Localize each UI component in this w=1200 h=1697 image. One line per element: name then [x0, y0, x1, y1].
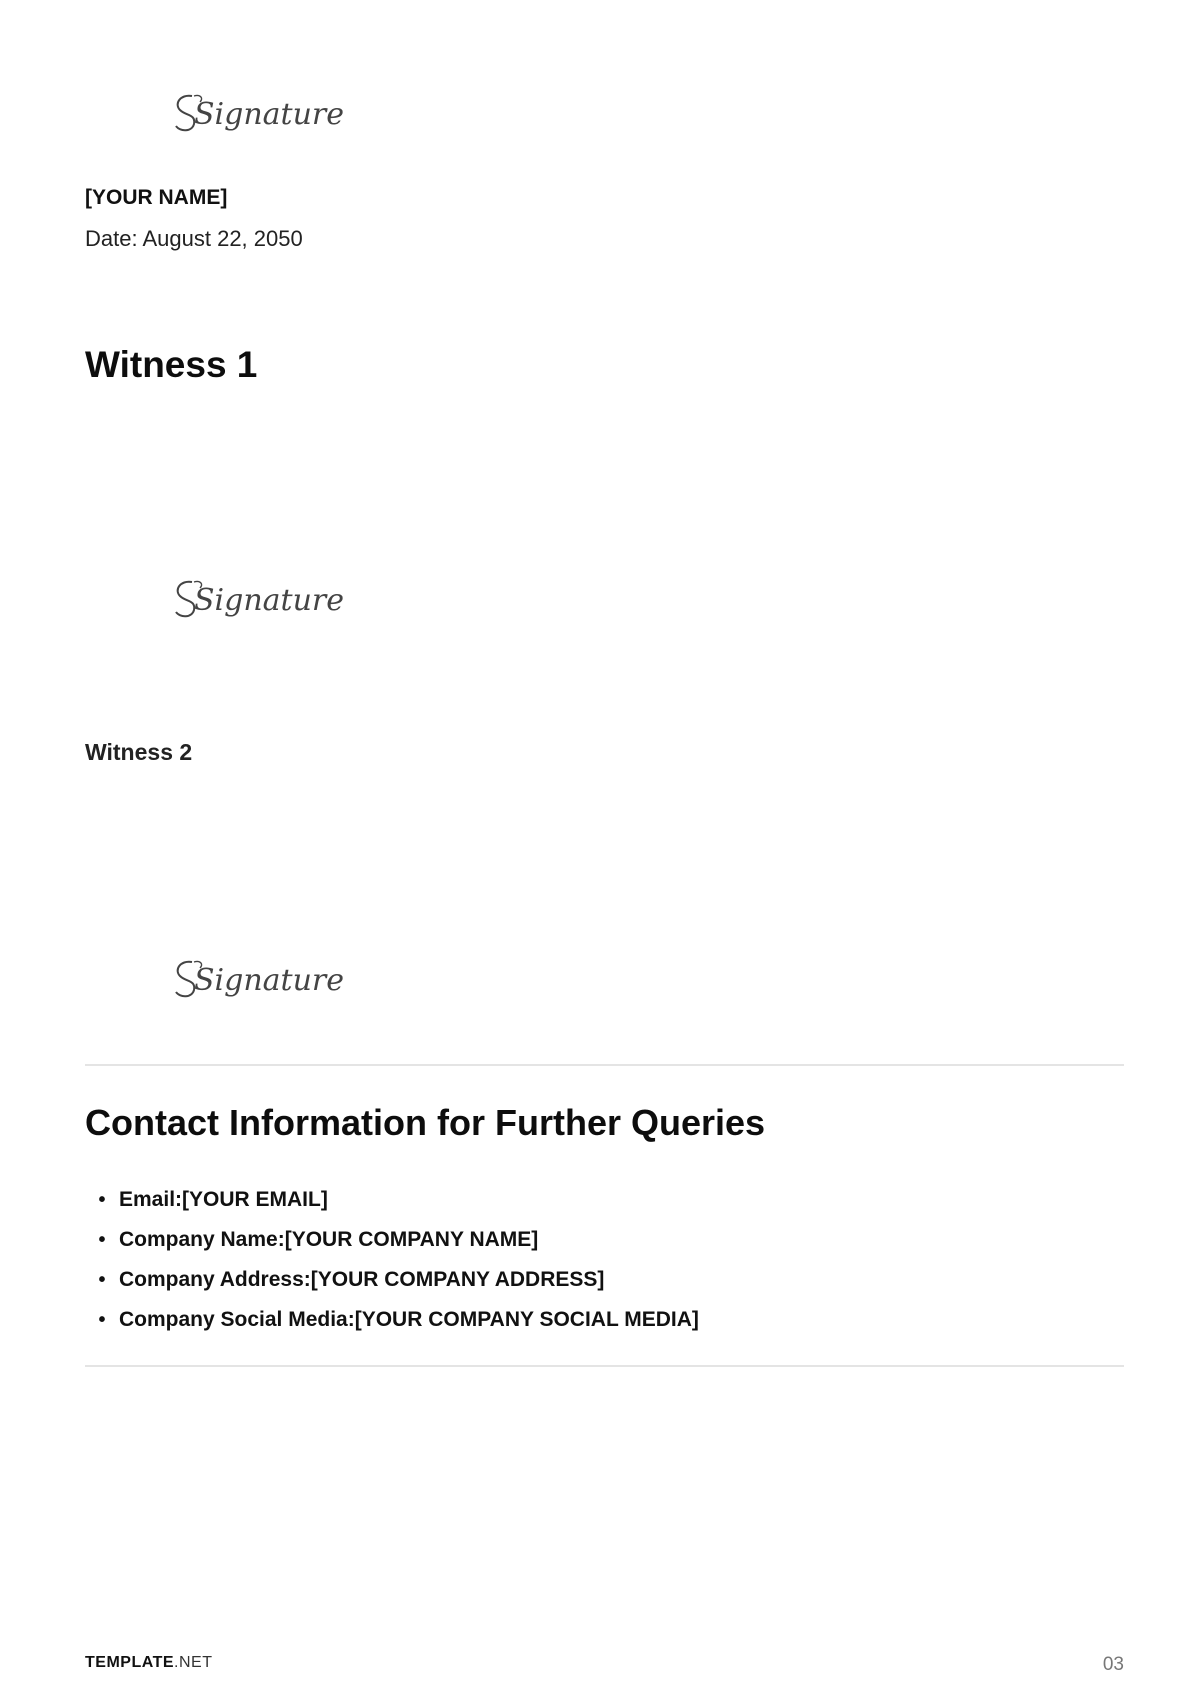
brand-suffix: .NET — [174, 1654, 213, 1671]
list-item — [85, 1260, 699, 1300]
witness-1-heading: Witness 1 — [85, 344, 258, 385]
signature-text: Signature — [194, 97, 345, 132]
section-divider — [85, 1365, 1124, 1367]
list-item — [85, 1220, 699, 1260]
contact-company-address: Company Address:[YOUR COMPANY ADDRESS] — [119, 1268, 605, 1291]
contact-company-name: Company Name:[YOUR COMPANY NAME] — [119, 1228, 539, 1251]
signature-image — [170, 572, 345, 624]
signature-image — [170, 86, 345, 138]
witness-2-heading: Witness 2 — [85, 739, 193, 765]
signature-image — [170, 952, 345, 1004]
signer-date: Date: August 22, 2050 — [85, 226, 303, 251]
signature-graphic — [170, 86, 345, 138]
contact-company-social: Company Social Media:[YOUR COMPANY SOCIAL MEDIA] — [119, 1308, 699, 1331]
bullet-icon: • — [98, 1189, 106, 1211]
bullet-icon: • — [98, 1229, 106, 1251]
page-number: 03 — [1102, 1654, 1124, 1675]
signer-name: [YOUR NAME] — [85, 186, 228, 209]
list-item — [85, 1180, 699, 1220]
brand-logo — [85, 1654, 212, 1672]
signature-text: Signature — [194, 963, 345, 998]
bullet-icon: • — [98, 1309, 106, 1331]
signature-graphic — [170, 952, 345, 1004]
signature-graphic — [170, 572, 345, 624]
contact-list — [85, 1180, 699, 1340]
list-item — [85, 1300, 699, 1340]
signature-text: Signature — [194, 583, 345, 618]
contact-email: Email:[YOUR EMAIL] — [119, 1188, 328, 1211]
contact-heading: Contact Information for Further Queries — [85, 1102, 766, 1143]
section-divider — [85, 1064, 1124, 1066]
brand-name: TEMPLATE — [85, 1654, 175, 1671]
bullet-icon: • — [98, 1269, 106, 1291]
